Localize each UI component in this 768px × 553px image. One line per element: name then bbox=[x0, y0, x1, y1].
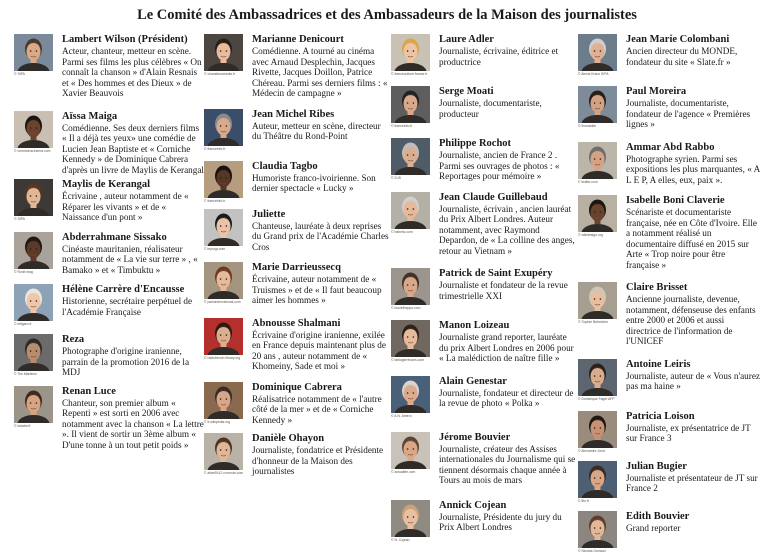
ambassador-entry bbox=[578, 34, 760, 76]
portrait-block bbox=[14, 34, 58, 99]
portrait-photo bbox=[578, 86, 617, 123]
column bbox=[14, 34, 204, 553]
photo-credit: © alice9042-v.monde.com bbox=[204, 471, 244, 475]
ambassador-entry bbox=[391, 138, 578, 182]
ambassador-entry bbox=[578, 142, 760, 186]
portrait-photo bbox=[204, 262, 243, 299]
portrait-block bbox=[578, 34, 622, 76]
ambassador-bio: Grand reporter bbox=[626, 522, 681, 533]
portrait-block bbox=[204, 433, 248, 477]
ambassador-entry bbox=[391, 268, 578, 310]
ambassador-name: Paul Moreira bbox=[626, 86, 687, 97]
portrait-block bbox=[14, 111, 58, 176]
ambassador-name: Patricia Loison bbox=[626, 410, 695, 422]
portrait-block bbox=[391, 192, 435, 257]
ambassador-entry bbox=[14, 34, 204, 99]
photo-credit: © SIPA bbox=[14, 72, 25, 76]
ambassador-text bbox=[626, 142, 760, 186]
photo-credit: © actualitte.com bbox=[391, 469, 416, 474]
column bbox=[578, 34, 760, 553]
portrait-photo bbox=[391, 192, 430, 229]
photo-credit: © lhumanite bbox=[578, 124, 597, 128]
ambassador-name: Jean Claude Guillebaud bbox=[439, 191, 548, 203]
portrait-block bbox=[391, 138, 435, 182]
portrait bbox=[391, 138, 430, 175]
portrait bbox=[391, 432, 430, 469]
ambassador-text bbox=[439, 268, 578, 310]
portrait-photo bbox=[204, 433, 243, 470]
photo-credit: © Tim Martinez bbox=[14, 372, 37, 376]
portrait bbox=[391, 86, 430, 123]
ambassador-text bbox=[62, 334, 204, 378]
ambassador-entry bbox=[578, 359, 760, 401]
ambassador-bio: Journaliste grand reporter, lauréate du prix Albert Londres en 2006 pour « La malédiction de naître fille » bbox=[439, 332, 574, 363]
portrait bbox=[14, 232, 53, 269]
portrait-block bbox=[14, 232, 58, 276]
photo-credit: © N. Cojean bbox=[391, 537, 410, 542]
portrait-photo bbox=[578, 411, 617, 448]
portrait-photo bbox=[204, 318, 243, 355]
photo-credit: © radiofrench.library.org bbox=[204, 355, 241, 360]
portrait bbox=[391, 500, 430, 537]
portrait-photo bbox=[204, 161, 243, 198]
portrait-photo bbox=[391, 34, 430, 71]
ambassador-entry bbox=[14, 334, 204, 378]
ambassador-bio: Historienne, secrétaire perpétuel de l'Académie Française bbox=[62, 296, 193, 317]
ambassador-bio: Journaliste, fondatrice et Présidente d'honneur de la Maison des journalistes bbox=[252, 445, 384, 476]
ambassador-bio: Écrivaine d'origine iranienne, exilée en France depuis maintenant plus de 20 ans , auteur notamment de « Khomeiny, Sade et moi » bbox=[252, 329, 386, 371]
ambassador-entry bbox=[14, 232, 204, 276]
ambassador-name: Claire Brisset bbox=[626, 282, 688, 293]
portrait-block bbox=[391, 432, 435, 486]
page-title: Le Comité des Ambassadrices et des Ambassadeurs de la Maison des journalistes bbox=[137, 7, 637, 23]
portrait-block bbox=[204, 161, 248, 203]
portrait-photo bbox=[391, 376, 430, 413]
ambassador-text bbox=[62, 386, 204, 451]
portrait bbox=[578, 359, 617, 396]
ambassador-entry bbox=[14, 386, 204, 451]
portrait-photo bbox=[578, 34, 617, 71]
ambassador-name: Danièle Ohayon bbox=[252, 433, 325, 444]
photo-credit: © fr.wikipedia.org bbox=[204, 419, 231, 424]
ambassador-bio: Scénariste et documentariste française, née en Côte d'Ivoire. Elle a notamment réalisé un documentaire diffusé en 2015 sur Arte « Trop noire pour être française » bbox=[626, 207, 757, 270]
portrait-block bbox=[14, 179, 58, 223]
portrait-photo bbox=[391, 138, 430, 175]
ambassador-text bbox=[252, 209, 391, 253]
ambassador-name: Abnousse Shalmani bbox=[252, 317, 341, 329]
column bbox=[391, 34, 578, 553]
portrait-photo bbox=[578, 195, 617, 232]
portrait-block bbox=[578, 511, 622, 553]
portrait bbox=[14, 34, 53, 71]
ambassador-name: Isabelle Boni Claverie bbox=[626, 195, 725, 206]
ambassador-bio: Réalisatrice notamment de « l'autre côté de la mer » et de « Corniche Kennedy » bbox=[252, 393, 382, 425]
portrait bbox=[578, 195, 617, 232]
photo-credit: © chanstimamedia.fr bbox=[204, 72, 236, 76]
ambassador-bio: Journaliste et présentateur de JT sur France 2 bbox=[626, 472, 758, 493]
portrait-photo bbox=[14, 284, 53, 321]
portrait-photo bbox=[578, 511, 617, 548]
portrait-block bbox=[391, 376, 435, 418]
photo-credit: © leprogr.com bbox=[204, 246, 226, 251]
ambassador-name: Claudia Tagbo bbox=[252, 160, 318, 172]
portrait bbox=[391, 34, 430, 71]
ambassador-entry bbox=[204, 34, 391, 99]
photo-credit: © lefigaro.fr bbox=[14, 322, 32, 326]
portrait-block bbox=[204, 262, 248, 306]
ambassador-entry bbox=[391, 376, 578, 418]
photo-credit: © franceinfo.fr bbox=[391, 124, 413, 128]
portrait-photo bbox=[578, 359, 617, 396]
ambassador-name: Hélène Carrère d'Encausse bbox=[62, 284, 185, 295]
portrait-photo bbox=[391, 500, 430, 537]
portrait-block bbox=[204, 382, 248, 426]
portrait bbox=[204, 382, 243, 419]
ambassador-entry bbox=[578, 461, 760, 503]
ambassador-text bbox=[439, 320, 578, 364]
ambassador-entry bbox=[204, 209, 391, 253]
portrait-photo bbox=[14, 111, 53, 148]
ambassador-name: Laure Adler bbox=[439, 34, 494, 45]
ambassador-bio: Journaliste, Présidente du jury du Prix Albert Londres bbox=[439, 511, 562, 532]
portrait-block bbox=[204, 209, 248, 253]
portrait-block bbox=[391, 86, 435, 128]
ambassador-bio: Acteur, chanteur, metteur en scène. Parmi ses films les plus célèbres « On connaît la chanson » d'Alain Resnais et « Des hommes et des Dieux » de Xavier Beauvois bbox=[62, 46, 202, 98]
ambassador-entry bbox=[578, 86, 760, 130]
photo-credit: © parisinternational.com bbox=[204, 300, 241, 304]
ambassador-name: Dominique Cabrera bbox=[252, 381, 342, 393]
ambassador-bio: Comédienne. A tourné au cinéma avec Arnaud Desplechin, Jacques Rivette, Jacques Doillon, Patrice Chéreau. Parmi ses derniers films : « Médecin de campagne » bbox=[252, 46, 388, 98]
portrait-block bbox=[578, 359, 622, 401]
ambassador-entry bbox=[204, 262, 391, 306]
column bbox=[204, 34, 391, 553]
ambassador-name: Edith Bouvier bbox=[626, 510, 690, 522]
ambassador-entry bbox=[204, 433, 391, 477]
portrait-block bbox=[391, 320, 435, 364]
photo-credit: © boulefheppo.com bbox=[391, 306, 421, 310]
ambassador-name: Jean Marie Colombani bbox=[626, 34, 730, 45]
ambassador-bio: Journaliste, ancien de France 2 . Parmi ses ouvrages de photos : « Reportages pour mémoire » bbox=[439, 150, 560, 181]
ambassador-name: Juliette bbox=[252, 208, 286, 220]
photo-credit: © commonscinema.com bbox=[14, 148, 51, 153]
portrait bbox=[578, 86, 617, 123]
ambassador-bio: Journaliste, auteur de « Vous n'aurez pas ma haine » bbox=[626, 370, 760, 391]
portrait-block bbox=[391, 268, 435, 310]
portrait-photo bbox=[14, 179, 53, 216]
ambassador-text bbox=[252, 109, 391, 151]
ambassador-bio: Journaliste et fondateur de la revue trimestrielle XXI bbox=[439, 280, 568, 301]
ambassador-entry bbox=[578, 195, 760, 270]
portrait bbox=[391, 376, 430, 413]
ambassador-bio: Journaliste, écrivaine, éditrice et productrice bbox=[439, 46, 559, 67]
photo-credit: © Sophie Bebsheim bbox=[578, 320, 609, 324]
portrait bbox=[14, 111, 53, 148]
portrait bbox=[391, 268, 430, 305]
ambassador-entry bbox=[578, 282, 760, 347]
portrait-photo bbox=[14, 386, 53, 423]
portrait-block bbox=[391, 500, 435, 542]
ambassador-text bbox=[626, 195, 760, 270]
portrait-photo bbox=[204, 109, 243, 146]
ambassador-entry bbox=[578, 511, 760, 553]
ambassador-entry bbox=[14, 179, 204, 223]
portrait-photo bbox=[204, 209, 243, 246]
portrait bbox=[204, 109, 243, 146]
ambassador-text bbox=[626, 411, 760, 453]
photo-credit: © franceinfo.fr bbox=[204, 198, 226, 203]
ambassador-text bbox=[252, 161, 391, 203]
portrait bbox=[14, 179, 53, 216]
portrait bbox=[204, 262, 243, 299]
ambassador-bio: Ancien directeur du MONDE, fondateur du site « Slate.fr » bbox=[626, 46, 738, 67]
portrait bbox=[204, 433, 243, 470]
photo-credit: © Dominique Faget AFP bbox=[578, 396, 615, 401]
ambassador-name: Maylis de Kerangal bbox=[62, 179, 151, 190]
ambassador-text bbox=[439, 86, 578, 128]
photo-credit: © franceculture.france.fr bbox=[391, 72, 428, 76]
ambassador-bio: Journaliste, créateur des Assises internationales du Journalisme qui se tiennent désormais chaque année à Tours au mois de mars bbox=[439, 443, 576, 485]
photo-credit: © wikidesign.org bbox=[578, 233, 603, 237]
ambassador-text bbox=[439, 34, 578, 76]
ambassador-name: Annick Cojean bbox=[439, 499, 507, 511]
ambassador-text bbox=[439, 432, 578, 486]
ambassador-bio: Cinéaste mauritanien, réalisateur notamment de « La vie sur terre » , « Bamako » et « Timbuktu » bbox=[62, 243, 198, 275]
ambassador-text bbox=[439, 192, 578, 257]
portrait bbox=[391, 320, 430, 357]
ambassador-bio: Chanteuse, lauréate à deux reprises du Grand prix de l'Académie Charles Cros bbox=[252, 220, 389, 252]
portrait-photo bbox=[578, 461, 617, 498]
ambassador-name: Manon Loizeau bbox=[439, 320, 510, 331]
ambassador-text bbox=[626, 461, 760, 503]
portrait-photo bbox=[14, 334, 53, 371]
ambassador-bio: Écrivaine , auteur notamment de « Réparer les vivants » et de « Naissance d'un pont » bbox=[62, 191, 189, 222]
ambassadors-grid bbox=[14, 34, 760, 553]
portrait-block bbox=[578, 461, 622, 503]
portrait-block bbox=[14, 386, 58, 451]
photo-credit: © twitter.com bbox=[578, 179, 598, 184]
ambassador-text bbox=[62, 34, 204, 99]
ambassador-text bbox=[62, 284, 204, 326]
portrait bbox=[204, 161, 243, 198]
photo-credit: © babelio.com bbox=[391, 229, 413, 234]
ambassador-text bbox=[252, 262, 391, 306]
portrait-photo bbox=[391, 268, 430, 305]
ambassador-entry bbox=[204, 161, 391, 203]
ambassador-entry bbox=[391, 320, 578, 364]
ambassador-entry bbox=[391, 500, 578, 542]
ambassador-bio: Comédienne. Ses deux derniers films « Il a déjà tes yeux» une comédie de Lucien Jean Baptiste et « Corniche Kennedy » de Dominique Cabrera d'après un livre de Maylis de Kerangal bbox=[62, 122, 204, 175]
ambassador-bio: Écrivaine, auteur notamment de « Truismes » et de « Il faut beaucoup aimer les hommes » bbox=[252, 274, 382, 305]
portrait-photo bbox=[204, 382, 243, 419]
portrait bbox=[14, 386, 53, 423]
ambassador-entry bbox=[391, 192, 578, 257]
ambassador-text bbox=[62, 111, 204, 176]
ambassador-text bbox=[439, 376, 578, 418]
portrait-block bbox=[578, 86, 622, 130]
ambassador-text bbox=[62, 179, 204, 223]
photo-credit: © Alexandre Jund bbox=[578, 448, 605, 453]
portrait-photo bbox=[204, 34, 243, 71]
photo-credit: © Alexis Kraux SIPA bbox=[578, 72, 609, 76]
portrait-block bbox=[578, 411, 622, 453]
ambassador-name: Antoine Leiris bbox=[626, 358, 691, 370]
ambassador-entry bbox=[204, 318, 391, 372]
photo-credit: © SIPA bbox=[14, 217, 25, 221]
portrait bbox=[578, 34, 617, 71]
portrait-block bbox=[14, 334, 58, 378]
portrait-block bbox=[204, 109, 248, 151]
portrait bbox=[204, 318, 243, 355]
ambassador-bio: Humoriste franco-ivoirienne. Son dernier spectacle « Lucky » bbox=[252, 172, 376, 193]
ambassador-name: Julian Bugier bbox=[626, 460, 687, 472]
ambassador-bio: Journaliste, ex présentatrice de JT sur France 3 bbox=[626, 422, 751, 443]
photo-credit: © franceinfo.fr bbox=[204, 146, 226, 151]
ambassador-name: Marianne Denicourt bbox=[252, 34, 344, 45]
ambassador-bio: Journaliste, fondateur et directeur de la revue de photo « Polka » bbox=[439, 387, 574, 408]
ambassador-entry bbox=[391, 34, 578, 76]
portrait-block bbox=[204, 34, 248, 99]
portrait bbox=[204, 209, 243, 246]
ambassador-entry bbox=[391, 86, 578, 128]
ambassador-text bbox=[62, 232, 204, 276]
ambassador-text bbox=[252, 382, 391, 426]
ambassador-entry bbox=[14, 111, 204, 176]
ambassador-name: Lambert Wilson (Président) bbox=[62, 34, 188, 45]
portrait bbox=[578, 142, 617, 179]
ambassador-text bbox=[626, 86, 760, 130]
photo-credit: © tolartst.fr bbox=[14, 423, 31, 428]
portrait-photo bbox=[578, 282, 617, 319]
ambassador-name: Abderrahmane Sissako bbox=[62, 231, 167, 243]
ambassador-bio: Ancienne journaliste, devenue, notamment, défenseuse des enfants entre 2000 et 2006 et aussi directrice de l'information de l'UNICEF bbox=[626, 294, 756, 346]
portrait-photo bbox=[391, 320, 430, 357]
photo-credit: © tlfo.fr bbox=[578, 498, 589, 503]
ambassador-bio: Journaliste, documentariste, producteur bbox=[439, 98, 542, 119]
ambassador-text bbox=[439, 138, 578, 182]
portrait-block bbox=[204, 318, 248, 372]
ambassador-name: Marie Darrieussecq bbox=[252, 262, 341, 273]
ambassador-text bbox=[626, 359, 760, 401]
ambassador-name: Patrick de Saint Exupéry bbox=[439, 268, 553, 279]
portrait-photo bbox=[391, 86, 430, 123]
ambassador-text bbox=[439, 500, 578, 542]
ambassador-text bbox=[626, 282, 760, 347]
ambassador-name: Alain Genestar bbox=[439, 375, 507, 387]
portrait bbox=[204, 34, 243, 71]
ambassador-bio: Journaliste, écrivain , ancien lauréat du Prix Albert Londres. Auteur notamment, avec Raymond Depardon, de « La colline des anges, retour au Vietnam » bbox=[439, 203, 575, 256]
ambassador-text bbox=[252, 433, 391, 477]
photo-credit: © Nicolas Guiraud bbox=[578, 548, 606, 553]
portrait-block bbox=[14, 284, 58, 326]
portrait-block bbox=[578, 195, 622, 270]
portrait-block bbox=[578, 282, 622, 347]
portrait bbox=[578, 282, 617, 319]
ambassador-entry bbox=[204, 109, 391, 151]
portrait bbox=[14, 284, 53, 321]
portrait-photo bbox=[14, 232, 53, 269]
portrait bbox=[578, 511, 617, 548]
ambassador-entry bbox=[578, 411, 760, 453]
ambassador-name: Reza bbox=[62, 334, 85, 345]
ambassador-text bbox=[626, 34, 760, 76]
ambassador-name: Aïssa Maiga bbox=[62, 110, 118, 122]
ambassador-name: Ammar Abd Rabbo bbox=[626, 141, 715, 153]
ambassador-name: Renan Luce bbox=[62, 385, 116, 397]
ambassador-entry bbox=[14, 284, 204, 326]
ambassador-bio: Chanteur, son premier album « Repenti » est sorti en 2006 avec notamment avec la chanson « La lettre ». Il vient de sortir un 3ème album « D'une tonne à un tout petit poids » bbox=[62, 397, 204, 450]
ambassador-text bbox=[252, 318, 391, 372]
ambassador-text bbox=[626, 511, 760, 553]
portrait bbox=[578, 461, 617, 498]
ambassador-name: Jean Michel Ribes bbox=[252, 108, 335, 120]
photo-credit: © lablogerreuses.com bbox=[391, 358, 425, 362]
ambassador-bio: Photographe d'origine iranienne, parrain de la promotion 2016 de la MDJ bbox=[62, 346, 190, 377]
portrait bbox=[391, 192, 430, 229]
portrait bbox=[578, 411, 617, 448]
ambassador-entry bbox=[204, 382, 391, 426]
ambassador-bio: Journaliste, documentariste, fondateur de l'agence « Premières lignes » bbox=[626, 98, 751, 129]
portrait bbox=[14, 334, 53, 371]
portrait-block bbox=[391, 34, 435, 76]
portrait-photo bbox=[14, 34, 53, 71]
ambassador-entry bbox=[391, 432, 578, 486]
photo-credit: © DJS bbox=[391, 176, 401, 180]
ambassador-name: Jérome Bouvier bbox=[439, 431, 511, 443]
ambassador-bio: Auteur, metteur en scène, directeur du Théâtre du Rond-Point bbox=[252, 120, 381, 141]
portrait-block bbox=[578, 142, 622, 186]
ambassador-name: Serge Moati bbox=[439, 86, 494, 97]
portrait-photo bbox=[391, 432, 430, 469]
photo-credit: © A.N. Amero bbox=[391, 413, 412, 418]
portrait-photo bbox=[578, 142, 617, 179]
ambassador-text bbox=[252, 34, 391, 99]
ambassador-name: Philippe Rochot bbox=[439, 138, 512, 149]
ambassador-bio: Photographe syrien. Parmi ses expositions les plus marquantes, « A L E P, A elles, eux, paix ». bbox=[626, 153, 760, 185]
photo-credit: © Rvolf.mag bbox=[14, 269, 33, 274]
